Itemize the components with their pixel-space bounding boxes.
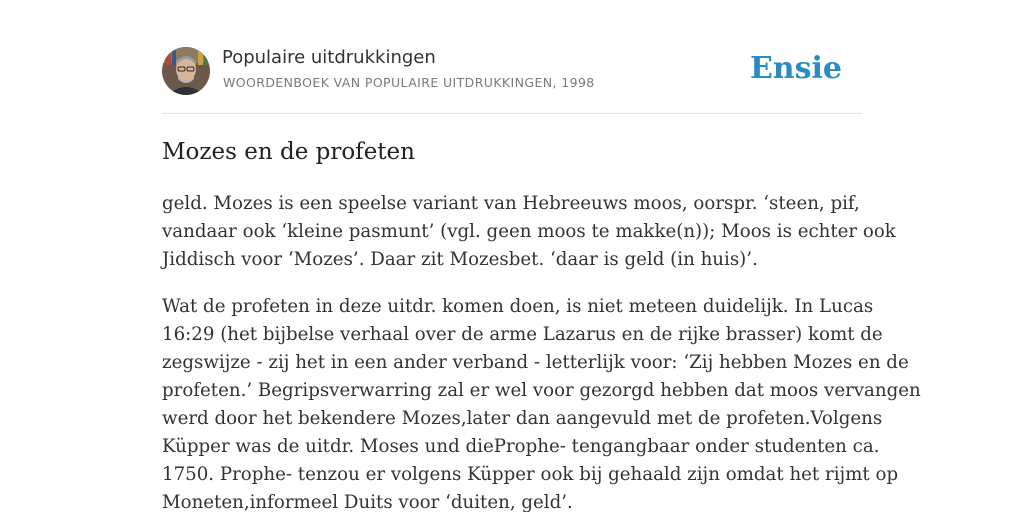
paragraph-line: werd door het bekendere Mozes,later dan aangevuld met de profeten.Volgens: [162, 408, 883, 429]
entry-title: Mozes en de profeten: [162, 139, 415, 165]
ensie-logo[interactable]: Ensie: [749, 51, 842, 86]
paragraph-line: vandaar ook ‘kleine pasmunt’ (vgl. geen moos te makke(n)); Moos is echter ook: [162, 221, 896, 242]
source-title[interactable]: Populaire uitdrukkingen: [222, 47, 436, 68]
entry-header: [162, 47, 862, 95]
paragraph-line: 1750. Prophe- tenzou er volgens Küpper ook bij gehaald zijn omdat het rijmt op: [162, 464, 899, 485]
entry-body: [162, 190, 921, 512]
paragraph-line: 16:29 (het bijbelse verhaal over de arme Lazarus en de rijke brasser) komt de: [162, 324, 883, 345]
entry-paragraph-2: [162, 293, 921, 512]
entry-paragraph-1: [162, 190, 896, 274]
paragraph-line: profeten.’ Begripsverwarring zal er wel voor gezorgd hebben dat moos vervangen: [162, 380, 921, 401]
paragraph-line: Jiddisch voor ‘Mozes’. Daar zit Mozesbet. ‘daar is geld (in huis)’.: [162, 249, 758, 270]
author-portrait-icon-graphic: [162, 47, 210, 95]
paragraph-line: Küpper was de uitdr. Moses und dieProphe- tengangbaar onder studenten ca.: [162, 436, 880, 457]
paragraph-line: geld. Mozes is een speelse variant van Hebreeuws moos, oorspr. ‘steen, pif,: [162, 193, 860, 214]
source-subtitle: WOORDENBOEK VAN POPULAIRE UITDRUKKINGEN, 1998: [223, 75, 595, 90]
paragraph-line: Moneten,informeel Duits voor ‘duiten, geld’.: [162, 492, 573, 512]
paragraph-line: Wat de profeten in deze uitdr. komen doen, is niet meteen duidelijk. In Lucas: [162, 296, 874, 317]
paragraph-line: zegswijze - zij het in een ander verband - letterlijk voor: ‘Zij hebben Mozes en de: [162, 352, 909, 373]
author-portrait-icon[interactable]: [162, 47, 210, 95]
header-divider: [162, 113, 862, 114]
